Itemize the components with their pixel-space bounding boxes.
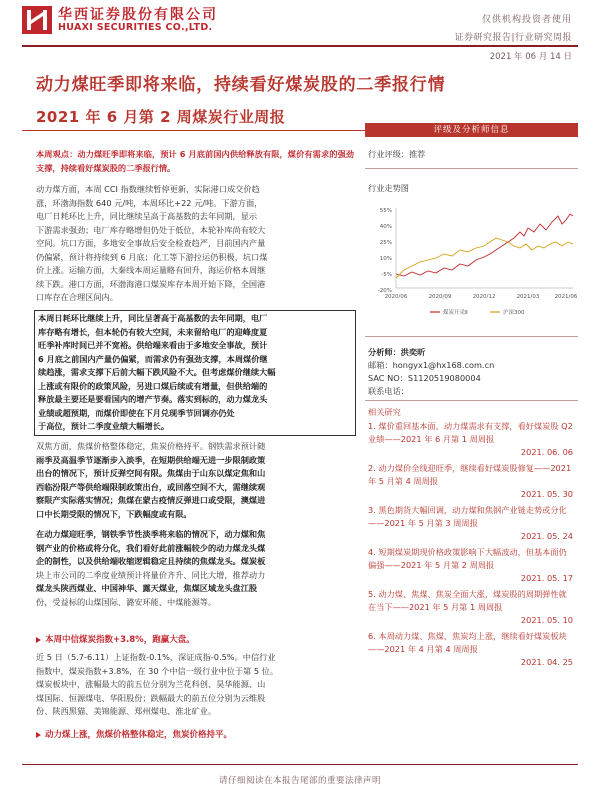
text-line: 口中长期受限的情况下，下跌幅度或有限。 (36, 508, 192, 519)
related-item-1: 1. 煤价重回基本面，动力煤需求有支撑，看好煤炭股 Q2 业绩——2021 年 6 月第 1 周周报 (368, 421, 573, 444)
recommendation-paragraph (36, 528, 354, 609)
text-line: 在动力煤迎旺季，钢铁季节性淡季将来临的情况下，动力煤和焦 (36, 529, 266, 539)
text-line: 双焦方面，焦煤价格整体稳定，焦炭价格持平。钢铁需求预计随 (36, 441, 266, 451)
rating-divider (365, 168, 578, 169)
text-line: 煤炭板块中，涨幅最大的前五位分别为兰花科创、昊华能源、山 (36, 679, 266, 689)
text-line: 出台的情况下，预计反弹空间有限。焦煤由于山东以煤定焦和山 (36, 468, 266, 478)
bullet-index-performance (36, 633, 195, 645)
text-line: 企的制性，以及供给端收缩逻辑稳定且持续的焦煤龙头。煤炭板 (36, 556, 266, 566)
y-tick-label: 40% (379, 224, 392, 230)
text-line: 涨，环渤海指数 640 元/吨，本周环比+22 元/吨。下游方面， (36, 197, 263, 208)
text-line: 块上市公司的二季度业绩预计将量价齐升、同比大增，推荐动力 (36, 569, 266, 580)
x-tick-label: 2020/09 (428, 294, 452, 300)
analyst-contact: 联系电话： (368, 386, 409, 396)
bullet-price-summary (36, 728, 232, 740)
company-name-en: HUAXI SECURITIES CO.,LTD. (58, 22, 213, 33)
text-line: 续下跌。港口方面，环渤海港口煤炭库存本周开始下降，全国港 (36, 278, 266, 289)
y-tick-label: 55% (379, 208, 392, 214)
chart-divider (365, 336, 578, 337)
y-tick-label: -20% (377, 288, 392, 294)
text-line: 续趋涨，需求支撑下后前大幅下跌风险不大。但考虑煤价继续大幅 (38, 367, 276, 377)
text-line: 上涨或有限价的政策风险，另进口煤后续或有增量，但供给端的 (38, 380, 268, 391)
triangle-bullet-icon (36, 732, 41, 738)
report-type: 证券研究报告|行业研究周报 (454, 33, 572, 43)
related-item-5: 5. 动力煤、焦煤、焦炭全面大涨，煤炭股的周期弹性就在当下——2021 年 5 月第 1 周周报 (368, 589, 567, 612)
related-research-title: 相关研究 (368, 407, 401, 417)
footer-divider (22, 764, 578, 765)
text-line: 仍偏紧，预计将持续到 6 月底；化工等下游拉运仍积极，坑口煤 (36, 251, 268, 262)
rating-panel-header: 评级及分析师信息 (365, 123, 578, 137)
x-tick-label: 2020/06 (384, 294, 408, 300)
bullet-text: 本周中信煤炭指数+3.8%，跑赢大盘。 (45, 635, 195, 645)
text-line: 指数中，煤炭指数+3.8%，在 30 个中信一级行业中位于第 5 位。 (36, 665, 279, 676)
legend-label-hs300: 沪深300 (503, 310, 525, 316)
company-name-cn: 华西证券股份有限公司 (58, 7, 218, 23)
x-tick-label: 2020/12 (472, 294, 496, 300)
related-date-2: 2021. 05. 30 (520, 489, 573, 499)
related-date-5: 2021. 05. 10 (520, 615, 573, 625)
thermal-coal-paragraph (36, 183, 354, 305)
text-line: 旺季补库时间已并不宽裕。供给端来看由于多地安全事故，预计 (38, 340, 268, 350)
related-date-1: 2021. 06. 06 (520, 447, 573, 457)
report-title: 动力煤旺季即将来临，持续看好煤炭股的二季报行情 (36, 75, 446, 95)
related-date-4: 2021. 05. 17 (520, 573, 573, 583)
related-date-3: 2021. 05. 24 (520, 531, 573, 541)
report-subtitle: 2021 年 6 月第 2 周煤炭行业周报 (36, 108, 286, 126)
key-view-box (34, 310, 356, 436)
industry-rating: 行业评级：推荐 (368, 149, 426, 159)
text-line: 雨季及高温季节逐渐步入淡季，在短期供给端无进一步限制政策 (36, 454, 266, 465)
text-line: 下游需求强劲；电厂库存略增但仍处于低位，本轮补库尚有较大 (36, 224, 266, 235)
analyst-sac: SAC NO：S1120519080004 (368, 373, 481, 383)
text-line: 空间。坑口方面，多地安全事故后安全检查趋严，目前国内产量 (36, 238, 266, 248)
series-line-hs300 (396, 238, 573, 278)
text-line: 口库存在合理区间内。 (36, 292, 118, 302)
related-date-6: 2021. 04. 25 (520, 657, 573, 667)
industry-trend-chart (368, 202, 578, 322)
text-line: 于高位，预计二季度业绩大幅增长。 (38, 421, 170, 431)
y-tick-label: 25% (379, 240, 392, 246)
text-line: 价上涨。运输方面，大秦线本周运量略有回升，海运价格本周继 (36, 265, 266, 275)
text-line: 煤国际、恒源煤电、华阳股份；跌幅最大的前五位分别为云维股 (36, 692, 266, 703)
related-item-3: 3. 黑色期货大幅回调，动力煤和焦钢产业链走势或分化——2021 年 5 月第 3 周周报 (368, 505, 567, 528)
summary-paragraph (36, 148, 354, 175)
related-item-2: 2. 动力煤价全线迎旺季，继续看好煤炭股修复——2021 年 5 月第 4 周周报 (368, 463, 572, 486)
text-line: 动力煤方面，本周 CCI 指数继续暂停更新，实际港口成交价趋 (36, 184, 260, 194)
text-line: 察限产实际落实情况；焦煤在蒙古疫情反弹进口或受限，澳煤进 (36, 495, 266, 505)
text-line: 6 月底之前国内产量仍偏紧，而需求仍有强劲支撑，本周煤价继 (38, 353, 268, 364)
text-line: 西临汾限产等供给端限制政策出台，或回落空间不大，需继续观 (36, 481, 266, 492)
related-item-6: 6. 本周动力煤、焦煤、焦炭均上涨，继续看好煤炭板块——2021 年 4 月第 4 周周报 (368, 631, 567, 654)
text-line: 近 5 日（5.7-6.11）上证指数-0.1%，深证成指-0.5%。中信行业 (36, 652, 276, 662)
huaxi-logo (22, 6, 52, 34)
text-line: 份、陕西黑猫、美锦能源、郑州煤电、淮北矿业。 (36, 706, 217, 716)
triangle-bullet-icon (36, 637, 41, 643)
text-line: 份，受益标的山煤国际、潞安环能、中煤能源等。 (36, 596, 217, 607)
text-line: 业绩或超预期，而煤价即使在下月兑现季节回调亦仍处 (38, 407, 235, 418)
index-paragraph (36, 651, 354, 719)
text-line: 释放最主要还是要看国内的增产节奏。落实到标的，动力煤龙头 (38, 394, 268, 404)
y-tick-label: -5% (381, 272, 392, 278)
trend-chart-label: 行业走势图 (368, 183, 409, 193)
tagline: 仅供机构投资者使用 (481, 15, 572, 25)
legend-label-coal: 煤炭开采Ⅱ (443, 310, 468, 316)
analyst-name: 分析师：洪奕昕 (368, 347, 426, 357)
text-line: 电厂日耗环比上升，同比继续呈高于高基数的去年同期，显示 (36, 211, 258, 221)
x-tick-label: 2021/03 (516, 294, 540, 300)
summary-prefix: 本周观点： (36, 149, 78, 159)
legal-notice: 请仔细阅读在本报告尾部的重要法律声明 (218, 776, 381, 786)
bullet-text: 动力煤上涨，焦煤价格整体稳定，焦炭价格持平。 (45, 730, 233, 740)
text-line: 煤龙头陕西煤业、中国神华、露天煤业，焦煤区域龙头盘江股 (36, 583, 258, 593)
text-line: 钢产业的价格或将分化，我们看好此前涨幅较少的动力煤龙头煤 (36, 542, 266, 553)
analyst-divider (365, 400, 578, 401)
series-line-coal (396, 214, 573, 276)
x-tick-label: 2021/06 (554, 294, 578, 300)
analyst-email: 邮箱：hongyx1@hx168.com.cn (368, 360, 495, 370)
summary-text: 动力煤旺季即将来临，预计 6 月底前国内供给释放有限，煤价有需求的强劲支撑，持续看好煤炭股的二季报行情。 (36, 149, 354, 173)
related-item-4: 4. 短期煤炭期现价格政策影响下大幅波动，但基本面仍偏强——2021 年 5 月第 2 周周报 (368, 547, 567, 570)
coking-coal-paragraph (36, 440, 354, 521)
text-line: 库存略有增长，但本轮仍有较大空间，未来留给电厂的迎峰度夏 (38, 326, 268, 337)
report-date: 2021 年 06 月 14 日 (489, 52, 572, 62)
header-divider (22, 45, 578, 47)
y-tick-label: 10% (379, 256, 392, 262)
text-line: 本周日耗环比继续上升，同比呈著高于高基数的去年同期，电厂 (38, 313, 268, 323)
